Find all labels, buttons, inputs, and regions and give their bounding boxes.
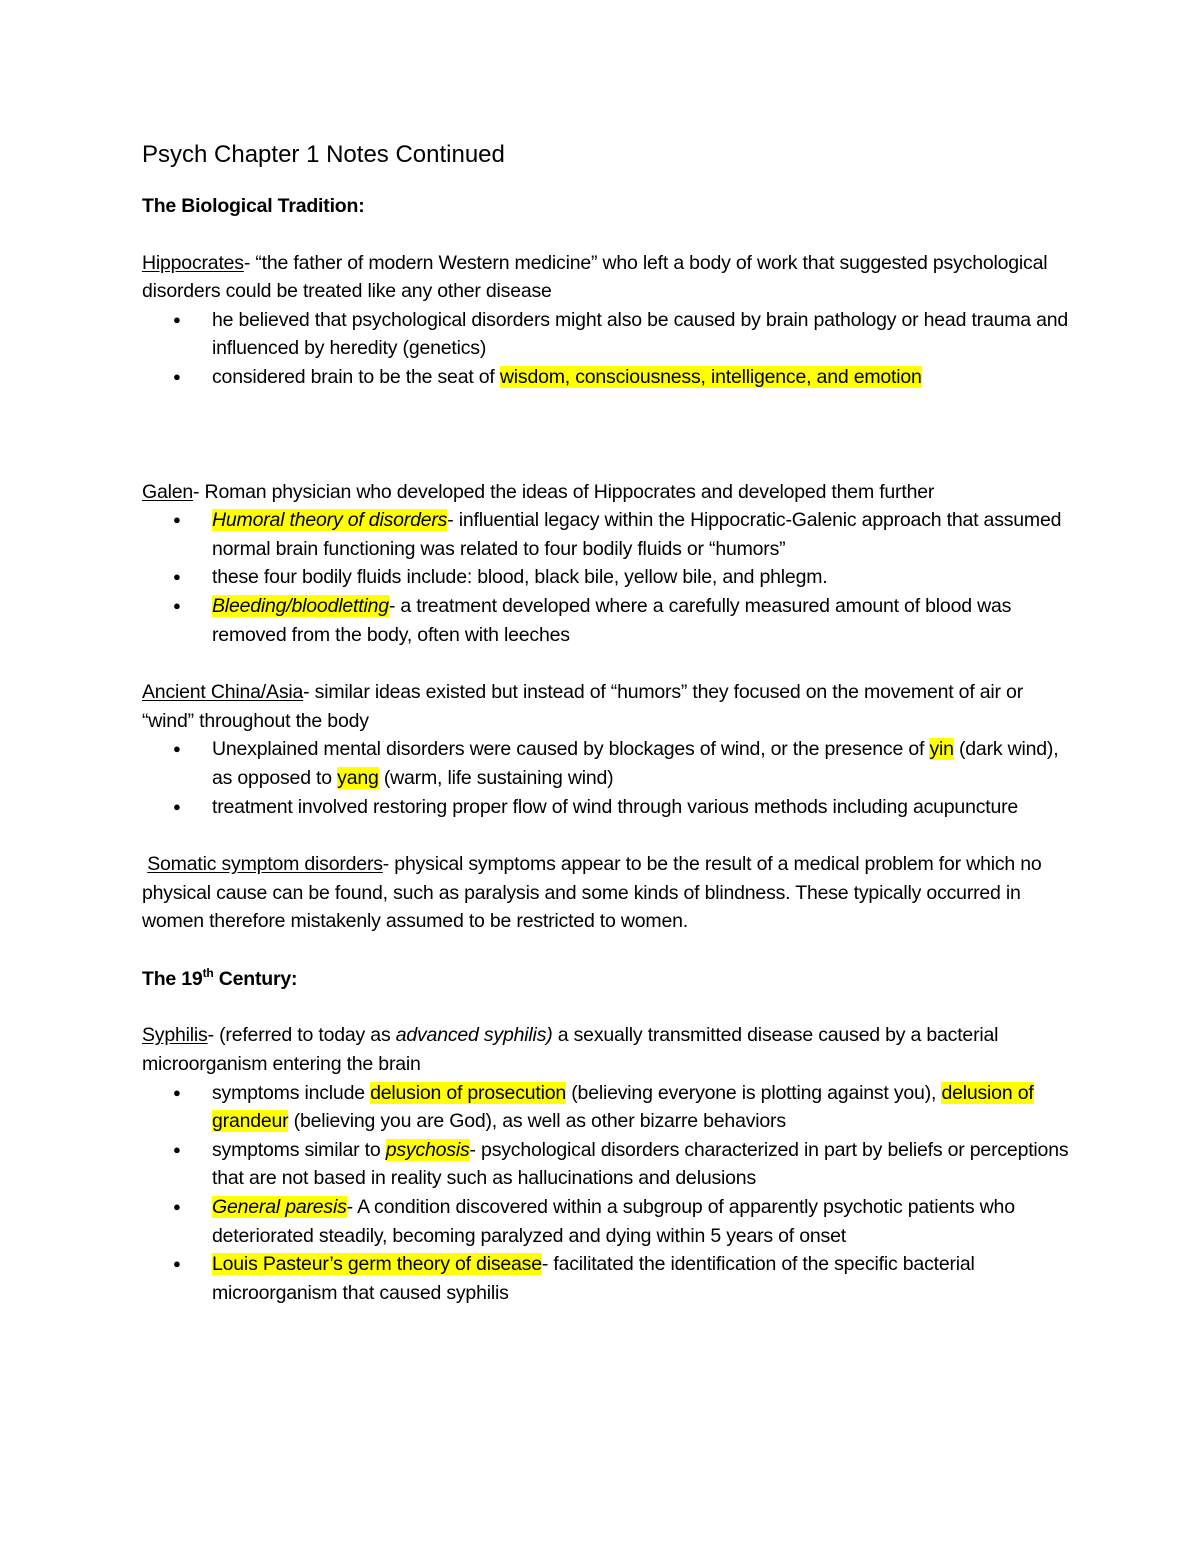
hippocrates-bullets	[142, 306, 1072, 392]
list-item: ● Unexplained mental disorders were caused by blockages of wind, or the presence of yin (dark wind), as opposed to yang (warm, life sustaining wind)	[212, 735, 1072, 792]
syphilis-bullets	[142, 1079, 1072, 1308]
list-item: ● these four bodily fluids include: blood, black bile, yellow bile, and phlegm.	[212, 563, 1072, 592]
term-somatic: Somatic symptom disorders	[147, 853, 383, 876]
list-item: ● he believed that psychological disorders might also be caused by brain pathology or head trauma and influenced by heredity (genetics)	[212, 306, 1072, 363]
section-heading-19th-century: The 19th Century:	[142, 965, 298, 990]
highlight: wisdom, consciousness, intelligence, and emotion	[499, 365, 922, 388]
list-item: ● symptoms similar to psychosis- psychological disorders characterized in part by beliefs or perceptions that are not based in reality such as hallucinations and delusions	[212, 1136, 1072, 1193]
highlight: delusion of prosecution	[370, 1081, 567, 1104]
list-item: ● Louis Pasteur’s germ theory of disease- facilitated the identification of the specific bacterial microorganism that caused syphilis	[212, 1250, 1072, 1307]
china-definition: Ancient China/Asia- similar ideas existed but instead of “humors” they focused on the movement of air or “wind” throughout the body	[142, 681, 1023, 732]
term-ancient-china: Ancient China/Asia	[142, 681, 304, 704]
galen-definition: Galen- Roman physician who developed the ideas of Hippocrates and developed them further	[142, 480, 935, 503]
hippocrates-definition: Hippocrates- “the father of modern Western medicine” who left a body of work that suggested psychological disorders could be treated like any other disease	[142, 251, 1048, 303]
term-syphilis: Syphilis	[142, 1024, 208, 1047]
highlight: Humoral theory of disorders	[212, 509, 448, 532]
highlight: Bleeding/bloodletting	[212, 594, 389, 617]
galen-bullets	[142, 506, 1072, 649]
highlight: General paresis	[212, 1196, 347, 1219]
highlight: yang	[337, 766, 379, 789]
list-item: ● Humoral theory of disorders- influential legacy within the Hippocratic-Galenic approach that assumed normal brain functioning was related to four bodily fluids or “humors”	[212, 506, 1072, 563]
syphilis-definition: Syphilis- (referred to today as advanced syphilis) a sexually transmitted disease caused by a bacterial microorganism entering the brain	[142, 1024, 999, 1076]
list-item: ● General paresis- A condition discovered within a subgroup of apparently psychotic patients who deteriorated steadily, becoming paralyzed and dying within 5 years of onset	[212, 1193, 1072, 1250]
list-item: ● considered brain to be the seat of wisdom, consciousness, intelligence, and emotion	[212, 363, 1072, 392]
term-hippocrates: Hippocrates	[142, 251, 244, 274]
list-item: ● symptoms include delusion of prosecution (believing everyone is plotting against you), delusion of grandeur (believing you are God), as well as other bizarre behaviors	[212, 1079, 1072, 1136]
somatic-definition: Somatic symptom disorders- physical symptoms appear to be the result of a medical problem for which no physical cause can be found, such as paralysis and some kinds of blindness. These typically occurred in women therefore mistakenly assumed to be restricted to women.	[142, 853, 1042, 933]
highlight: psychosis	[385, 1138, 470, 1161]
highlight: delusion of grandeur	[212, 1081, 1034, 1133]
section-heading-biological: The Biological Tradition:	[142, 195, 365, 217]
document-page	[142, 138, 1072, 1307]
list-item: ● Bleeding/bloodletting- a treatment developed where a carefully measured amount of blood was removed from the body, often with leeches	[212, 592, 1072, 649]
term-galen: Galen	[142, 480, 194, 503]
page-title: Psych Chapter 1 Notes Continued	[142, 141, 505, 168]
list-item: ● treatment involved restoring proper flow of wind through various methods including acupuncture	[212, 793, 1072, 822]
china-bullets	[142, 735, 1072, 821]
highlight: Louis Pasteur’s germ theory of disease	[212, 1253, 542, 1276]
highlight: yin	[929, 738, 954, 761]
